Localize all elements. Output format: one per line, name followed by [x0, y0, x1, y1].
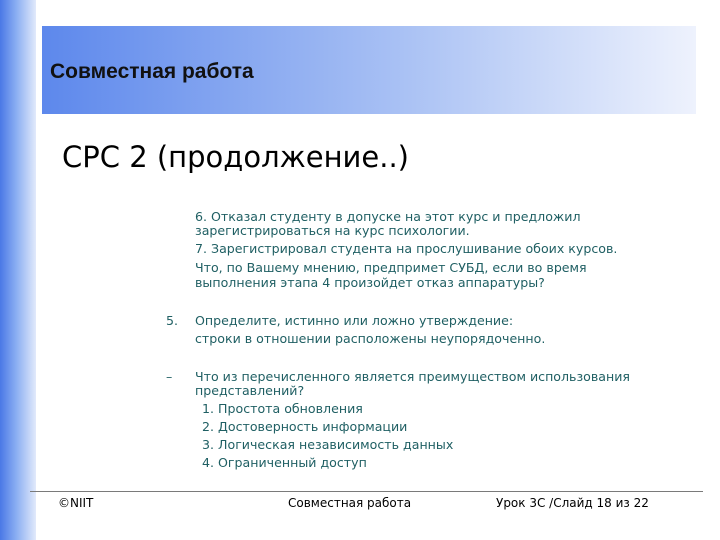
- question-line-1: Что, по Вашему мнению, предпримет СУБД, если во время: [195, 260, 587, 275]
- question-line-2: выполнения этапа 4 произойдет отказ аппаратуры?: [195, 275, 545, 290]
- item-dash-line-2: представлений?: [195, 383, 305, 398]
- footer-copyright: ©NIIT: [58, 496, 94, 510]
- item-dash-line-1: Что из перечисленного является преимуществом использования: [195, 369, 631, 384]
- paragraph-6-line-1: 6. Отказал студенту в допуске на этот курс и предложил: [195, 209, 581, 224]
- paragraph-6-line-2: зарегистрироваться на курс психологии.: [195, 223, 470, 238]
- paragraph-7: 7. Зарегистрировал студента на прослушивание обоих курсов.: [195, 241, 618, 256]
- item-5-marker: 5.: [166, 313, 179, 328]
- option-1: 1. Простота обновления: [202, 401, 363, 416]
- footer-slide-number: Урок 3С /Слайд 18 из 22: [496, 496, 649, 510]
- left-decor-bar: [0, 0, 36, 540]
- item-5-line-2: строки в отношении расположены неупорядоченно.: [195, 331, 546, 346]
- slide-title: СРС 2 (продолжение..): [62, 140, 409, 174]
- header-title: Совместная работа: [50, 60, 254, 83]
- option-4: 4. Ограниченный доступ: [202, 455, 367, 470]
- item-5-line-1: Определите, истинно или ложно утверждение:: [195, 313, 514, 328]
- option-3: 3. Логическая независимость данных: [202, 437, 454, 452]
- footer-center-title: Совместная работа: [288, 496, 412, 510]
- option-2: 2. Достоверность информации: [202, 419, 408, 434]
- footer-divider: [30, 491, 703, 492]
- item-dash-marker: –: [166, 369, 173, 384]
